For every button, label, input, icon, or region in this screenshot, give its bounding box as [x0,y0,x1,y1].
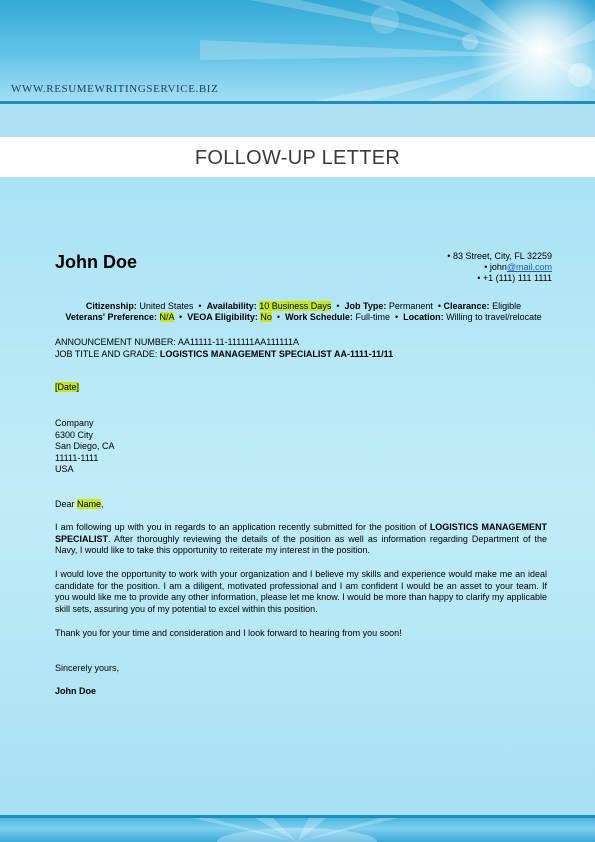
announcement-block: ANNOUNCEMENT NUMBER: AA11111-11-111111AA111111A JOB TITLE AND GRADE: LOGISTICS MANAGEMENT SPECIALIST AA-1111-11/11 [55,337,394,359]
salutation: Dear Name, [55,499,104,509]
document-title: FOLLOW-UP LETTER [194,147,401,169]
veterans-highlight: N/A [159,312,175,322]
contact-block [447,251,552,284]
letter-date: [Date] [55,382,80,392]
contact-phone: • +1 (111) 111 1111 [477,273,552,283]
body-paragraph-2: I would love the opportunity to work with your organization and I believe my skills and experience would make me an ideal candidate for the position. I am a diligent, motivated professional and I am confident I would be an asset to your team. If you would like me to provide any other information, please let me know. I would be more than happy to clarify my applicable skill sets, assuring you of my potential to excel within this position. [55,569,547,614]
body-paragraph-1: I am following up with you in regards to an application recently submitted for the position of LOGISTICS MANAGEMENT SPECIALIST. After thoroughly reviewing the details of the position as well as information regarding Department of the Navy, I would like to take this opportunity to reiterate my interest in the position. [55,522,547,555]
footer-divider [0,815,595,818]
header-banner [0,0,595,104]
body-paragraph-3: Thank you for your time and consideration and I look forward to hearing from you soon! [55,628,402,638]
site-url[interactable]: WWW.RESUMEWRITINGSERVICE.BIZ [11,83,219,95]
recipient-address: Company 6300 City San Diego, CA 11111-1111 USA [55,418,115,474]
tags-line-2: Veterans' Preference: N/A • VEOA Eligibility: No • Work Schedule: Full-time • Location: Willing to travel/relocate [65,312,542,322]
footer-banner [0,815,595,842]
contact-email: • john@mail.com [484,262,552,272]
recipient-name-highlight: Name [77,499,102,509]
tags-line-1: Citizenship: United States • Availability: 10 Business Days • Job Type: Permanent • Clearance: Eligible [85,301,522,311]
veoa-highlight: No [260,312,272,322]
email-link[interactable]: @mail.com [506,262,552,272]
contact-address: • 83 Street, City, FL 32259 [447,251,552,261]
applicant-name: John Doe [55,252,138,272]
closing-signoff: Sincerely yours, [55,663,120,673]
header-band [0,104,595,137]
availability-highlight: 10 Business Days [259,301,332,311]
footer-rays-icon [0,815,595,842]
signature-name: John Doe [55,686,97,696]
